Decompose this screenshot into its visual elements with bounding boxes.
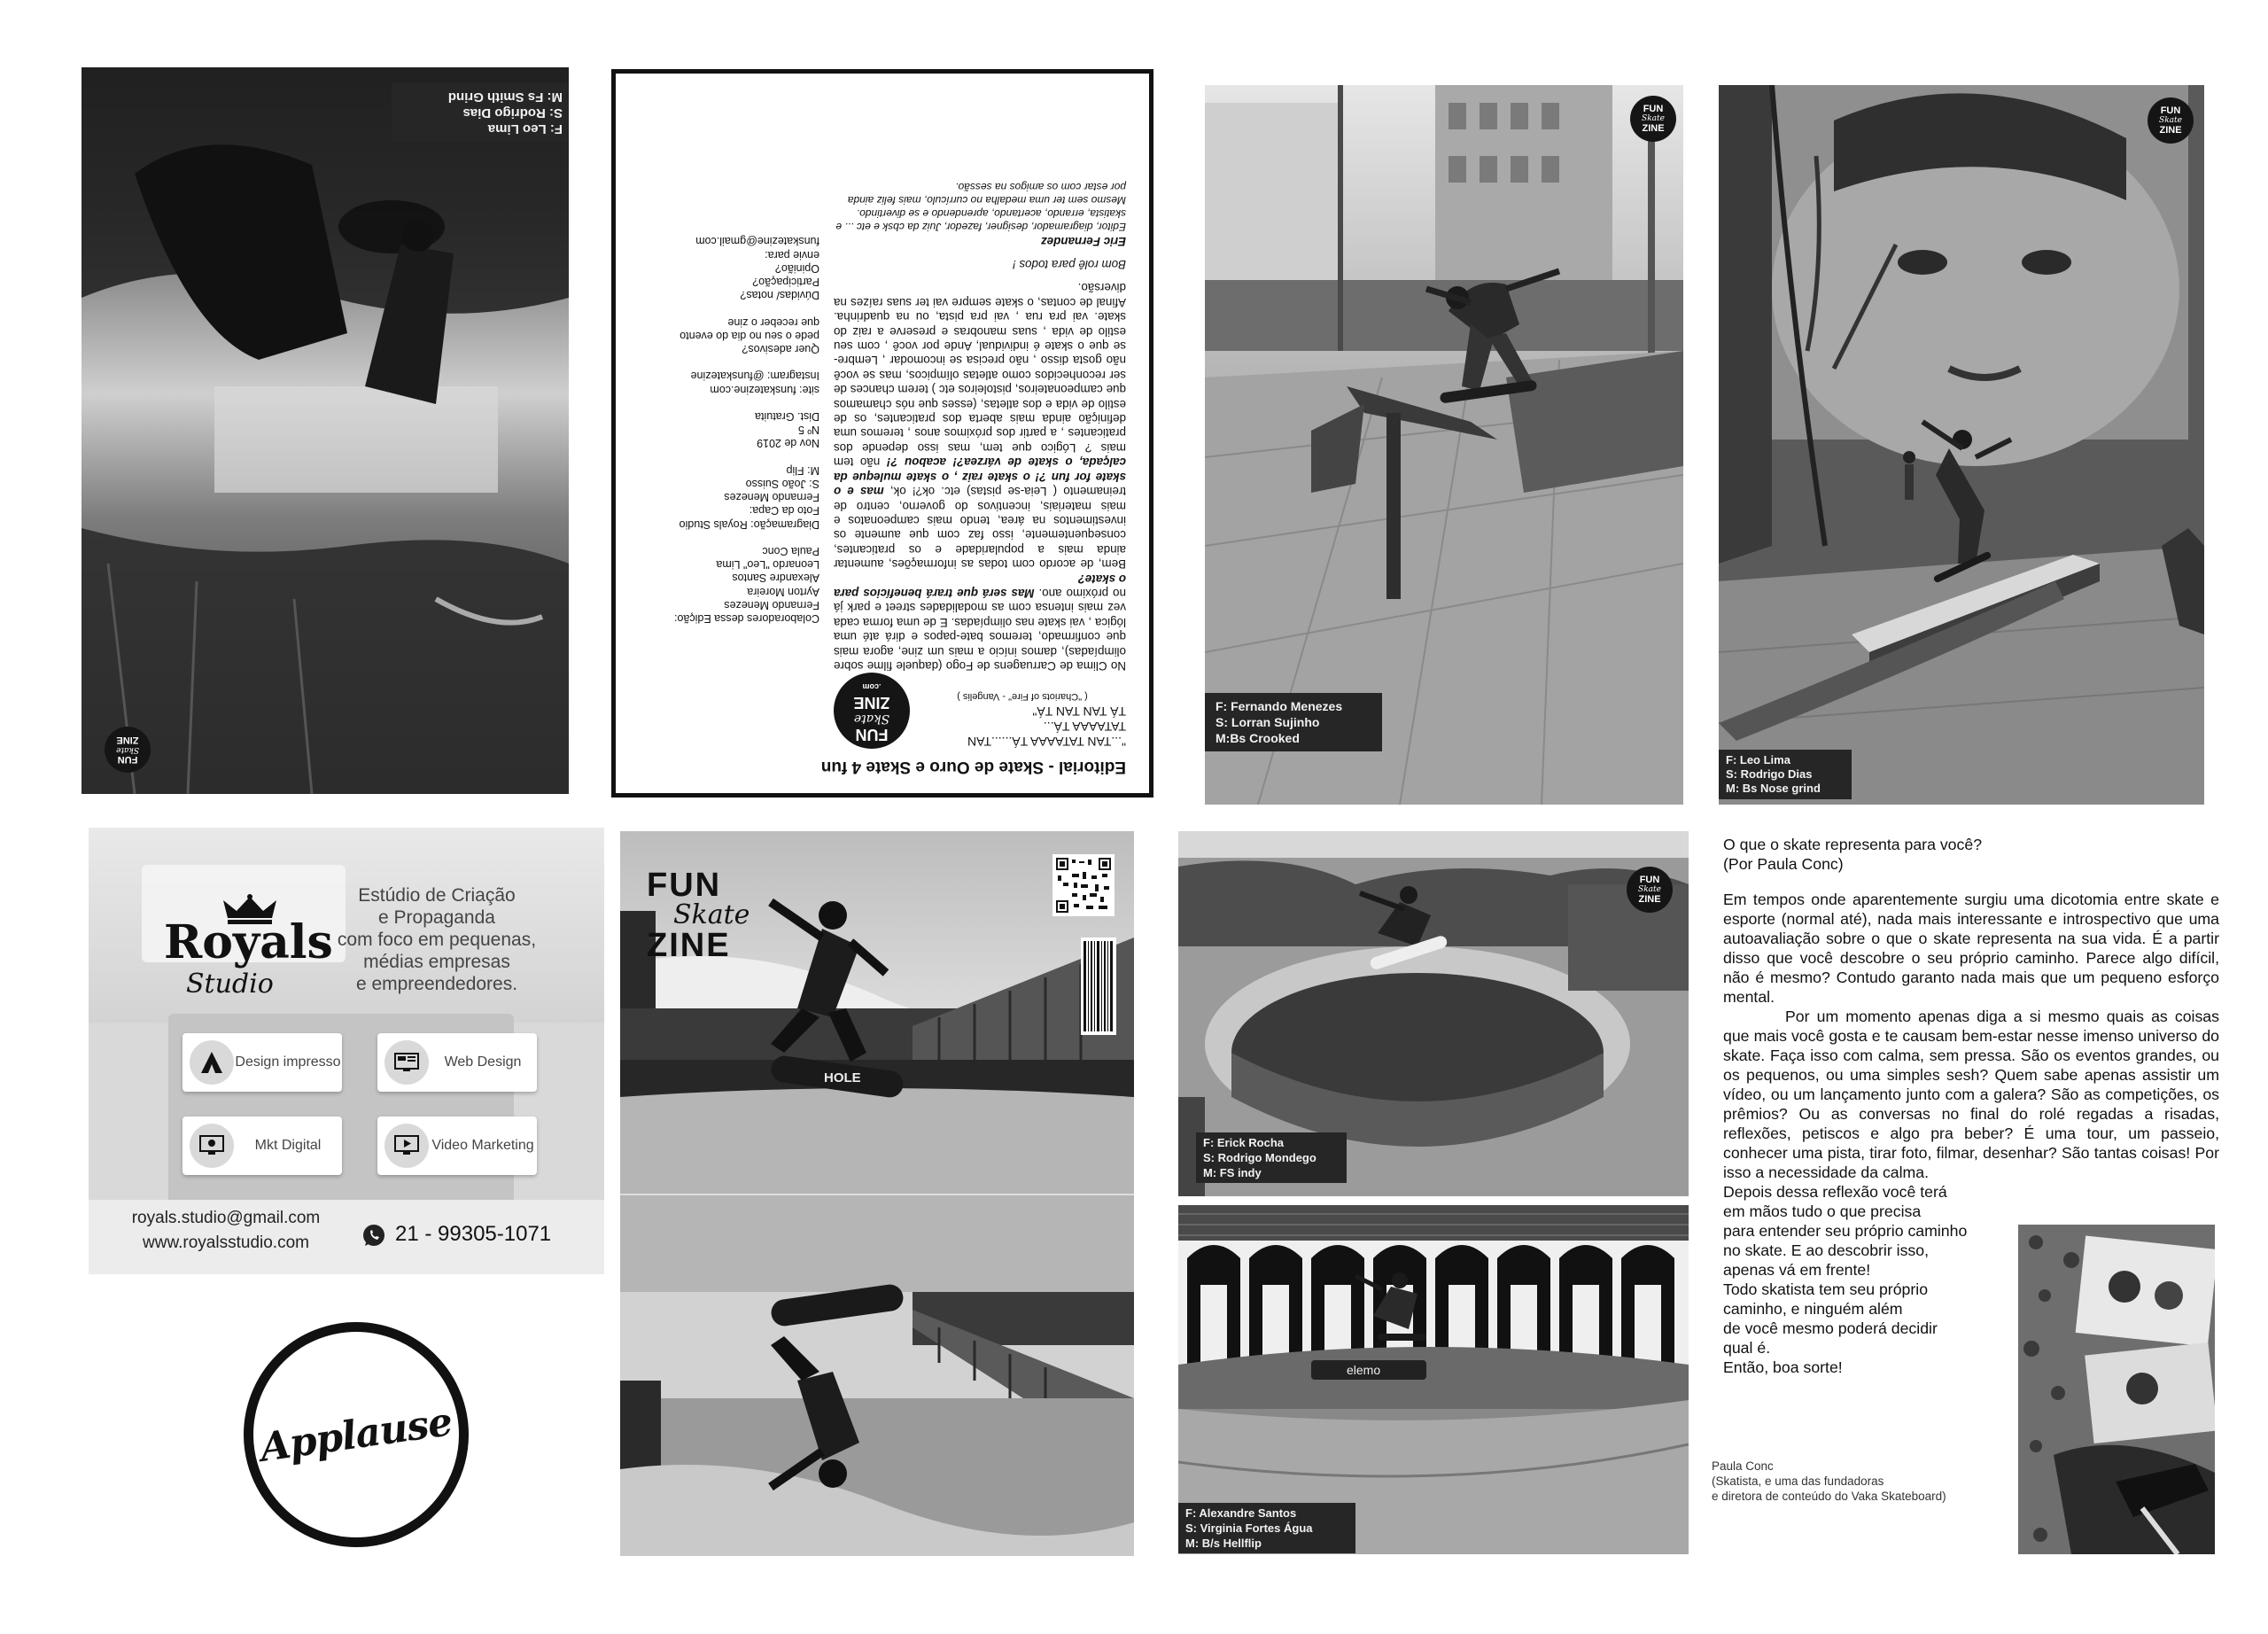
caption-maneuver: M: Bs Nose grind	[1726, 782, 1821, 795]
credits-line: Leonardo "Leo" Lima	[716, 558, 819, 572]
whatsapp-icon	[361, 1223, 386, 1248]
photo-panel-bs-nose-grind	[1719, 85, 2204, 805]
editorial-paragraph-1: No Clima de Carruagens de Fogo (daquele filme sobre olimpíadas), damos início a mais um zine, agora mais que confirmado, teremos bate-papos e dirá até uma lógica , vai skate nas olimpíadas. E de uma forma cada vez mais intensa com as modalidades street e park já no próximo ano. Mas será que trará benefícios para o skate?	[834, 572, 1126, 673]
royals-studio-ad	[89, 828, 604, 1274]
credits-line	[651, 301, 819, 315]
service-design-impresso: Design impresso	[183, 1033, 342, 1092]
fun-skate-zine-logo: FUN Skate ZINE	[105, 727, 151, 773]
credits-line	[651, 449, 819, 463]
caption-photographer: F: Erick Rocha	[1203, 1136, 1285, 1149]
web-design-icon	[384, 1040, 429, 1085]
editorial-credits	[651, 180, 819, 749]
caption-photographer: F: Leo Lima	[1726, 753, 1790, 766]
studio-brand: Studio	[186, 969, 274, 1000]
photo-panel-bs-hellflip	[1178, 1205, 1689, 1554]
essay-photo-collage	[2018, 1225, 2215, 1554]
credits-line: Paula Conc	[762, 544, 819, 557]
zine-cover-panel	[620, 831, 1134, 1556]
credits-line	[651, 355, 819, 369]
photo-credit-caption	[1178, 1503, 1355, 1553]
fun-skate-zine-logo: FUN Skate ZINE	[2148, 97, 2194, 144]
credits-list	[651, 234, 819, 611]
royals-phone: 21 - 99305-1071	[395, 1222, 552, 1246]
credits-line: Nov de 2019	[757, 437, 819, 450]
service-video-marketing: Video Marketing	[377, 1117, 537, 1175]
credits-line: Quer adesivos?	[742, 342, 819, 355]
barcode	[1081, 938, 1116, 1035]
royals-email: royals.studio@gmail.com	[131, 1209, 321, 1227]
credits-line: Alexandre Santos	[732, 572, 819, 585]
fun-skate-zine-logo: FUN Skate ZINE	[1630, 96, 1676, 142]
caption-skater: S: Rodrigo Dias	[462, 105, 563, 121]
essay-paragraph-3: Depois dessa reflexão você terá em mãos tudo o que precisa para entender seu próprio caminho no skate. E ao descobrir isso, apenas vá em frente! Todo skatista tem seu próprio caminho, e ninguém além de você mesmo poderá decidir qual é. Então, boa sorte!	[1723, 1183, 1968, 1376]
caption-skater: S: Virginia Fortes Água	[1185, 1521, 1313, 1535]
credits-line: site: funskatezine.com	[710, 383, 819, 396]
credits-line: Fernando Menezes	[724, 598, 819, 611]
cover-logo: FUN Skate ZINE	[647, 867, 750, 964]
editorial-page	[611, 69, 1153, 798]
photo-credit-caption	[1196, 1132, 1347, 1183]
caption-maneuver: M:Bs Crooked	[1216, 731, 1300, 745]
credits-line: pede o seu no dia do evento	[680, 329, 819, 342]
royals-website: www.royalsstudio.com	[143, 1233, 309, 1252]
photo-credit-caption	[1205, 693, 1382, 751]
credits-line: Participação?	[752, 275, 819, 288]
service-mkt-digital: Mkt Digital	[183, 1117, 342, 1175]
caption-maneuver: M: FS indy	[1203, 1166, 1262, 1179]
caption-skater: S: Rodrigo Mondego	[1203, 1151, 1317, 1164]
credits-title: Colaboradores dessa Edição:	[674, 612, 819, 625]
caption-photographer: F: Alexandre Santos	[1185, 1506, 1297, 1520]
caption-skater: S: Lorran Sujinho	[1216, 715, 1320, 729]
royals-tagline: Estúdio de Criação e Propaganda com foco em pequenas, médias empresas e empreendedores.	[337, 885, 537, 994]
credits-line: M: Flip	[786, 463, 819, 477]
editorial-author-bio: Editor, diagramador, designer, fazedor, Juiz da cbsk e etc ... e skatista, errando, acertando, aprendendo e se divertindo. Mesmo sem ter uma medalha no currículo, mais feliz ainda por estar com os amigos na sessão.	[835, 181, 1126, 234]
caption-maneuver: M: Fs Smith Grind	[447, 89, 563, 105]
fun-skate-zine-logo: FUN Skate ZINE	[1627, 867, 1673, 913]
caption-photographer: F: Leo Lima	[487, 121, 563, 136]
editorial-closing: Bom rolê para todos !	[1012, 258, 1126, 272]
design-impresso-icon	[190, 1040, 234, 1085]
mkt-digital-icon	[190, 1124, 234, 1168]
caption-photographer: F: Fernando Menezes	[1216, 699, 1343, 713]
editorial-title: Editorial - Skate de Ouro e Skate 4 fun	[820, 758, 1126, 776]
qr-code	[1052, 854, 1115, 916]
credits-line	[651, 531, 819, 544]
photo-credit-caption	[392, 83, 569, 142]
credits-line: envie para:	[765, 248, 819, 261]
editorial-quote-credit: ( "Chariots of Fire" - Vangelis )	[957, 691, 1088, 702]
video-marketing-icon	[384, 1124, 429, 1168]
credits-line: Foto da Capa:	[749, 504, 819, 517]
photo-panel-smith-grind	[82, 67, 569, 794]
credits-line: Opinião?	[774, 261, 819, 275]
editorial-paragraph-2: Bem, de acordo com todas as informações, aumentar ainda mais a popularidade e os praticantes, consequentemente, isso faz com que aumente os investimentos na área, tendo mais campeonatos e mais materiais, incentivos do governo, centro de treinamento ( Leia-se pistas) etc. ok?! ok, mas e o skate for fun ?! o skate raiz , o skate muleque da calçada, o skate de várzea?! acabou ?! não tem mais ? Lógico que tem, mas isso depende dos praticantes , a partir dos próximos anos , teremos uma definição ainda mais aberta dos praticantes, os de estilo de vida e dos atletas, (esses que nós chamamos que campeonateiros, pistoleiros etc ) terem chances de ser reconhecidos como atletas olímpicos, mas se você não gosta disso , não precisa se incomodar , Lembre-se que o skate é individual, Ande por você , com seu estilo de vida , suas manobras e preserve a raiz do skate. vai pra rua , vai pra pista, ou na quadrinha. Afinal de contas, o skate sempre vai ter suas raízes na diversão.	[834, 281, 1126, 572]
deck-graphic-text: HOLE	[824, 1070, 861, 1085]
credits-line: funskatezine@gmail.com	[695, 235, 819, 248]
photo-credit-caption	[1719, 750, 1852, 799]
essay-paragraph-1: Em tempos onde aparentemente surgiu uma dicotomia entre skate e esporte (normal até), nada mais interessante e introspectivo que uma autoavaliação sobre o que o skate representa na sua vida. É a partir disso que você descobre o seu próprio caminho. Parece algo difícil, não é mesmo? Contudo garanto nada mais que um pequeno esforço mental.	[1723, 891, 2219, 1006]
credits-line: Fernando Menezes	[724, 491, 819, 504]
credits-line: S: João Suisso	[745, 477, 819, 490]
credits-line: Instagram: @funskatezine	[690, 370, 819, 383]
credits-line	[651, 396, 819, 409]
essay-signature: Paula Conc (Skatista, e uma das fundadoras e diretora de conteúdo do Vaka Skateboard)	[1712, 1459, 1946, 1503]
credits-line: Dist. Gratuita	[755, 409, 819, 423]
credits-line: Ayrton Moreira	[747, 585, 819, 598]
editorial-quote: "...TAN TATAAAA TÁ......TAN TATAAAA TÁ... TÁ TAN TAN TÁ"	[967, 704, 1126, 749]
sponsor-sign-text: elemo	[1347, 1363, 1381, 1377]
credits-line: Nº 5	[797, 424, 819, 437]
fun-skate-zine-logo: FUN Skate ZINE .com	[834, 673, 910, 749]
photo-panel-bs-crooked	[1205, 85, 1683, 805]
credits-line: Diagramação: Royals Studio	[679, 517, 819, 531]
royals-brand: Royals	[164, 915, 333, 969]
caption-skater: S: Rodrigo Dias	[1726, 767, 1813, 781]
credits-line: Dúvidas/ notas?	[740, 289, 819, 302]
caption-maneuver: M: B/s Hellflip	[1185, 1537, 1262, 1550]
essay-title: O que o skate representa para você? (Por Paula Conc)	[1723, 836, 1983, 873]
photo-panel-fs-indy	[1178, 831, 1689, 1196]
credits-line: que receber o zine	[727, 315, 819, 329]
applause-wordmark: Applause	[257, 1398, 455, 1471]
editorial-author: Eric Fernandez	[1041, 234, 1126, 248]
applause-logo	[244, 1322, 469, 1547]
essay-paragraph-2: Por um momento apenas diga a si mesmo quais as coisas que mais você gosta e te causam bem-estar nesse imenso universo do skate. Faça isso com calma, sem pressa. São os eventos grandes, ou os pequenos, ou uma simples sesh? Quem sabe apenas assistir um vídeo, ou um lançamento junto com a galera? São as competições, os prêmios? Ou as conversas no final do rolé regadas a risadas, reflexões, petiscos e algo pra beber? É uma tour, um passeio, conhecer uma pista, tirar foto, filmar, desenhar? São tantas coisas! Por isso a necessidade da calma.	[1723, 1008, 2219, 1181]
service-web-design: Web Design	[377, 1033, 537, 1092]
